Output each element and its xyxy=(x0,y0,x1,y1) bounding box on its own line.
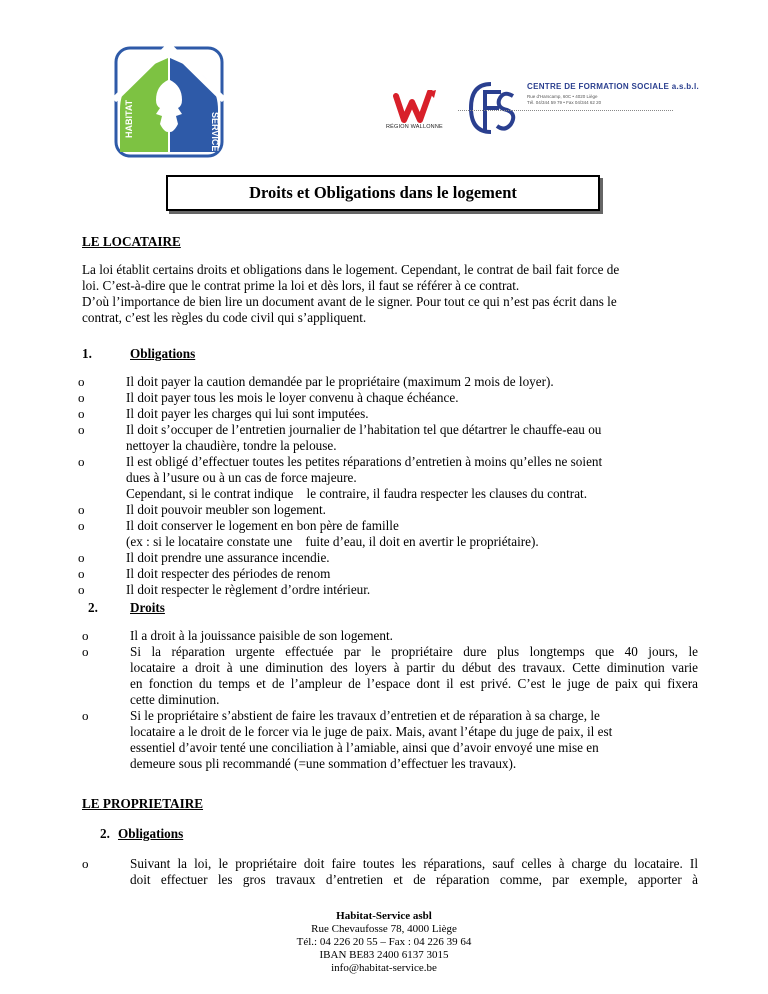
bullet-marker: o xyxy=(78,566,85,581)
list-line: nettoyer la chaudière, tondre la pelouse. xyxy=(126,438,337,453)
list-item xyxy=(78,582,706,598)
list-item xyxy=(78,518,706,550)
list-line: Il a droit à la jouissance paisible de son logement. xyxy=(130,628,393,643)
list-line: Il doit pouvoir meubler son logement. xyxy=(126,502,326,517)
footer-org-name: Habitat-Service asbl xyxy=(336,910,432,922)
intro-line: contrat, c’est les règles du code civil qui s’appliquent. xyxy=(82,310,367,325)
bullet-marker: o xyxy=(82,856,89,871)
cfs-logo xyxy=(463,80,519,138)
list-line: Il est obligé d’effectuer toutes les petites réparations d’entretien à moins qu’elles ne soient xyxy=(126,454,603,469)
list-item xyxy=(82,644,698,708)
bullet-marker: o xyxy=(82,708,89,723)
list-line: locataire a droit à une diminution des loyers à partir du début des travaux. Cette diminution varie xyxy=(130,660,698,675)
list-line: Suivant la loi, le propriétaire doit faire toutes les réparations, sauf celles à charge du locataire. Il xyxy=(130,856,698,871)
cfs-address: Rue d'Harscamp, 60C • 4020 Liège xyxy=(527,94,598,99)
obligations-list xyxy=(78,374,706,598)
bullet-marker: o xyxy=(78,550,85,565)
subsection-number: 2. xyxy=(88,600,98,615)
title-box xyxy=(166,175,600,211)
bullet-marker: o xyxy=(78,502,85,517)
footer xyxy=(0,910,768,975)
footer-phone: Tél.: 04 226 20 55 – Fax : 04 226 39 64 xyxy=(296,936,472,948)
proprietaire-obligations-list xyxy=(82,856,698,888)
habitat-service-logo xyxy=(110,40,228,162)
list-line: en fonction du temps et de l’ampleur de l’espace dont il est privé. C’est le juge de paix qui fixera xyxy=(130,676,698,691)
cfs-name: CENTRE DE FORMATION SOCIALE a.s.b.l. xyxy=(527,82,699,91)
bullet-marker: o xyxy=(78,518,85,533)
cfs-divider xyxy=(458,110,673,111)
list-item xyxy=(78,550,706,566)
list-item xyxy=(78,454,706,502)
list-item xyxy=(82,856,698,888)
subsection-number: 1. xyxy=(82,346,92,361)
intro-paragraph xyxy=(82,262,697,326)
subsection-label-proprietaire-obligations: Obligations xyxy=(118,826,184,841)
list-line: (ex : si le locataire constate une fuite d’eau, il doit en avertir le propriétaire). xyxy=(126,534,539,549)
bullet-marker: o xyxy=(82,628,89,643)
section-heading-locataire: LE LOCATAIRE xyxy=(82,234,181,249)
footer-address: Rue Chevaufosse 78, 4000 Liège xyxy=(311,923,457,935)
intro-line: loi. C’est-à-dire que le contrat prime la loi et dès lors, il faut se référer à ce contrat. xyxy=(82,278,520,293)
list-item xyxy=(78,374,706,390)
section-heading-proprietaire: LE PROPRIETAIRE xyxy=(82,796,204,811)
footer-email: info@habitat-service.be xyxy=(331,962,437,974)
list-line: Si la réparation urgente effectuée par le propriétaire dure plus longtemps que 40 jours, le xyxy=(130,644,698,659)
list-line: Il doit respecter des périodes de renom xyxy=(126,566,331,581)
bullet-marker: o xyxy=(78,422,85,437)
bullet-marker: o xyxy=(78,406,85,421)
list-item xyxy=(78,390,706,406)
list-item xyxy=(78,566,706,582)
droits-list xyxy=(82,628,698,772)
region-wallonne-label: RÉGION WALLONNE xyxy=(386,124,443,130)
list-line: Il doit conserver le logement en bon père de famille xyxy=(126,518,399,533)
list-item xyxy=(82,708,698,772)
list-line: demeure sous pli recommandé (=une sommation d’effectuer les travaux). xyxy=(130,756,517,771)
subsection-label-obligations: Obligations xyxy=(130,346,196,361)
bullet-marker: o xyxy=(78,390,85,405)
list-line: doit effectuer les gros travaux d’entretien et de réparation comme, par exemple, apporter à xyxy=(130,872,698,887)
list-line: Cependant, si le contrat indique le contraire, il faudra respecter les clauses du contrat. xyxy=(126,486,588,501)
list-line: Il doit payer les charges qui lui sont imputées. xyxy=(126,406,369,421)
list-line: Il doit respecter le règlement d’ordre intérieur. xyxy=(126,582,371,597)
list-line: dues à l’usure ou à un cas de force majeure. xyxy=(126,470,357,485)
list-line: essentiel d’avoir tenté une conciliation à l’amiable, ainsi que d’avoir envoyé une mise en xyxy=(130,740,599,755)
logo-word-habitat: HABITAT xyxy=(124,99,134,138)
logo-word-service: SERVICE xyxy=(210,112,220,152)
subsection-number: 2. xyxy=(100,826,110,841)
footer-iban: IBAN BE83 2400 6137 3015 xyxy=(319,949,449,961)
list-item xyxy=(82,628,698,644)
list-line: Il doit payer la caution demandée par le propriétaire (maximum 2 mois de loyer). xyxy=(126,374,554,389)
list-line: Il doit prendre une assurance incendie. xyxy=(126,550,330,565)
list-line: Il doit payer tous les mois le loyer convenu à chaque échéance. xyxy=(126,390,459,405)
bullet-marker: o xyxy=(78,374,85,389)
list-item xyxy=(78,406,706,422)
list-line: cette diminution. xyxy=(130,692,220,707)
list-item xyxy=(78,502,706,518)
list-line: Si le propriétaire s’abstient de faire les travaux d’entretien et de réparation à sa charge, le xyxy=(130,708,600,723)
list-item xyxy=(78,422,706,454)
bullet-marker: o xyxy=(78,582,85,597)
intro-line: La loi établit certains droits et obligations dans le logement. Cependant, le contrat de bail fait force de xyxy=(82,262,620,277)
list-line: Il doit s’occuper de l’entretien journalier de l’habitation tel que détartrer le chauffe-eau ou xyxy=(126,422,602,437)
cfs-phone: Tél. 04/344 59 79 • Fax 04/344 62 20 xyxy=(527,100,602,105)
intro-line: D’où l’importance de bien lire un document avant de le signer. Pour tout ce qui n’est pas écrit dans le xyxy=(82,294,617,309)
bullet-marker: o xyxy=(82,644,89,659)
subsection-label-droits: Droits xyxy=(130,600,165,615)
page-title: Droits et Obligations dans le logement xyxy=(249,183,517,202)
list-line: locataire a le droit de le forcer via le juge de paix. Mais, avant l’étape du juge de paix, il est xyxy=(130,724,613,739)
bullet-marker: o xyxy=(78,454,85,469)
